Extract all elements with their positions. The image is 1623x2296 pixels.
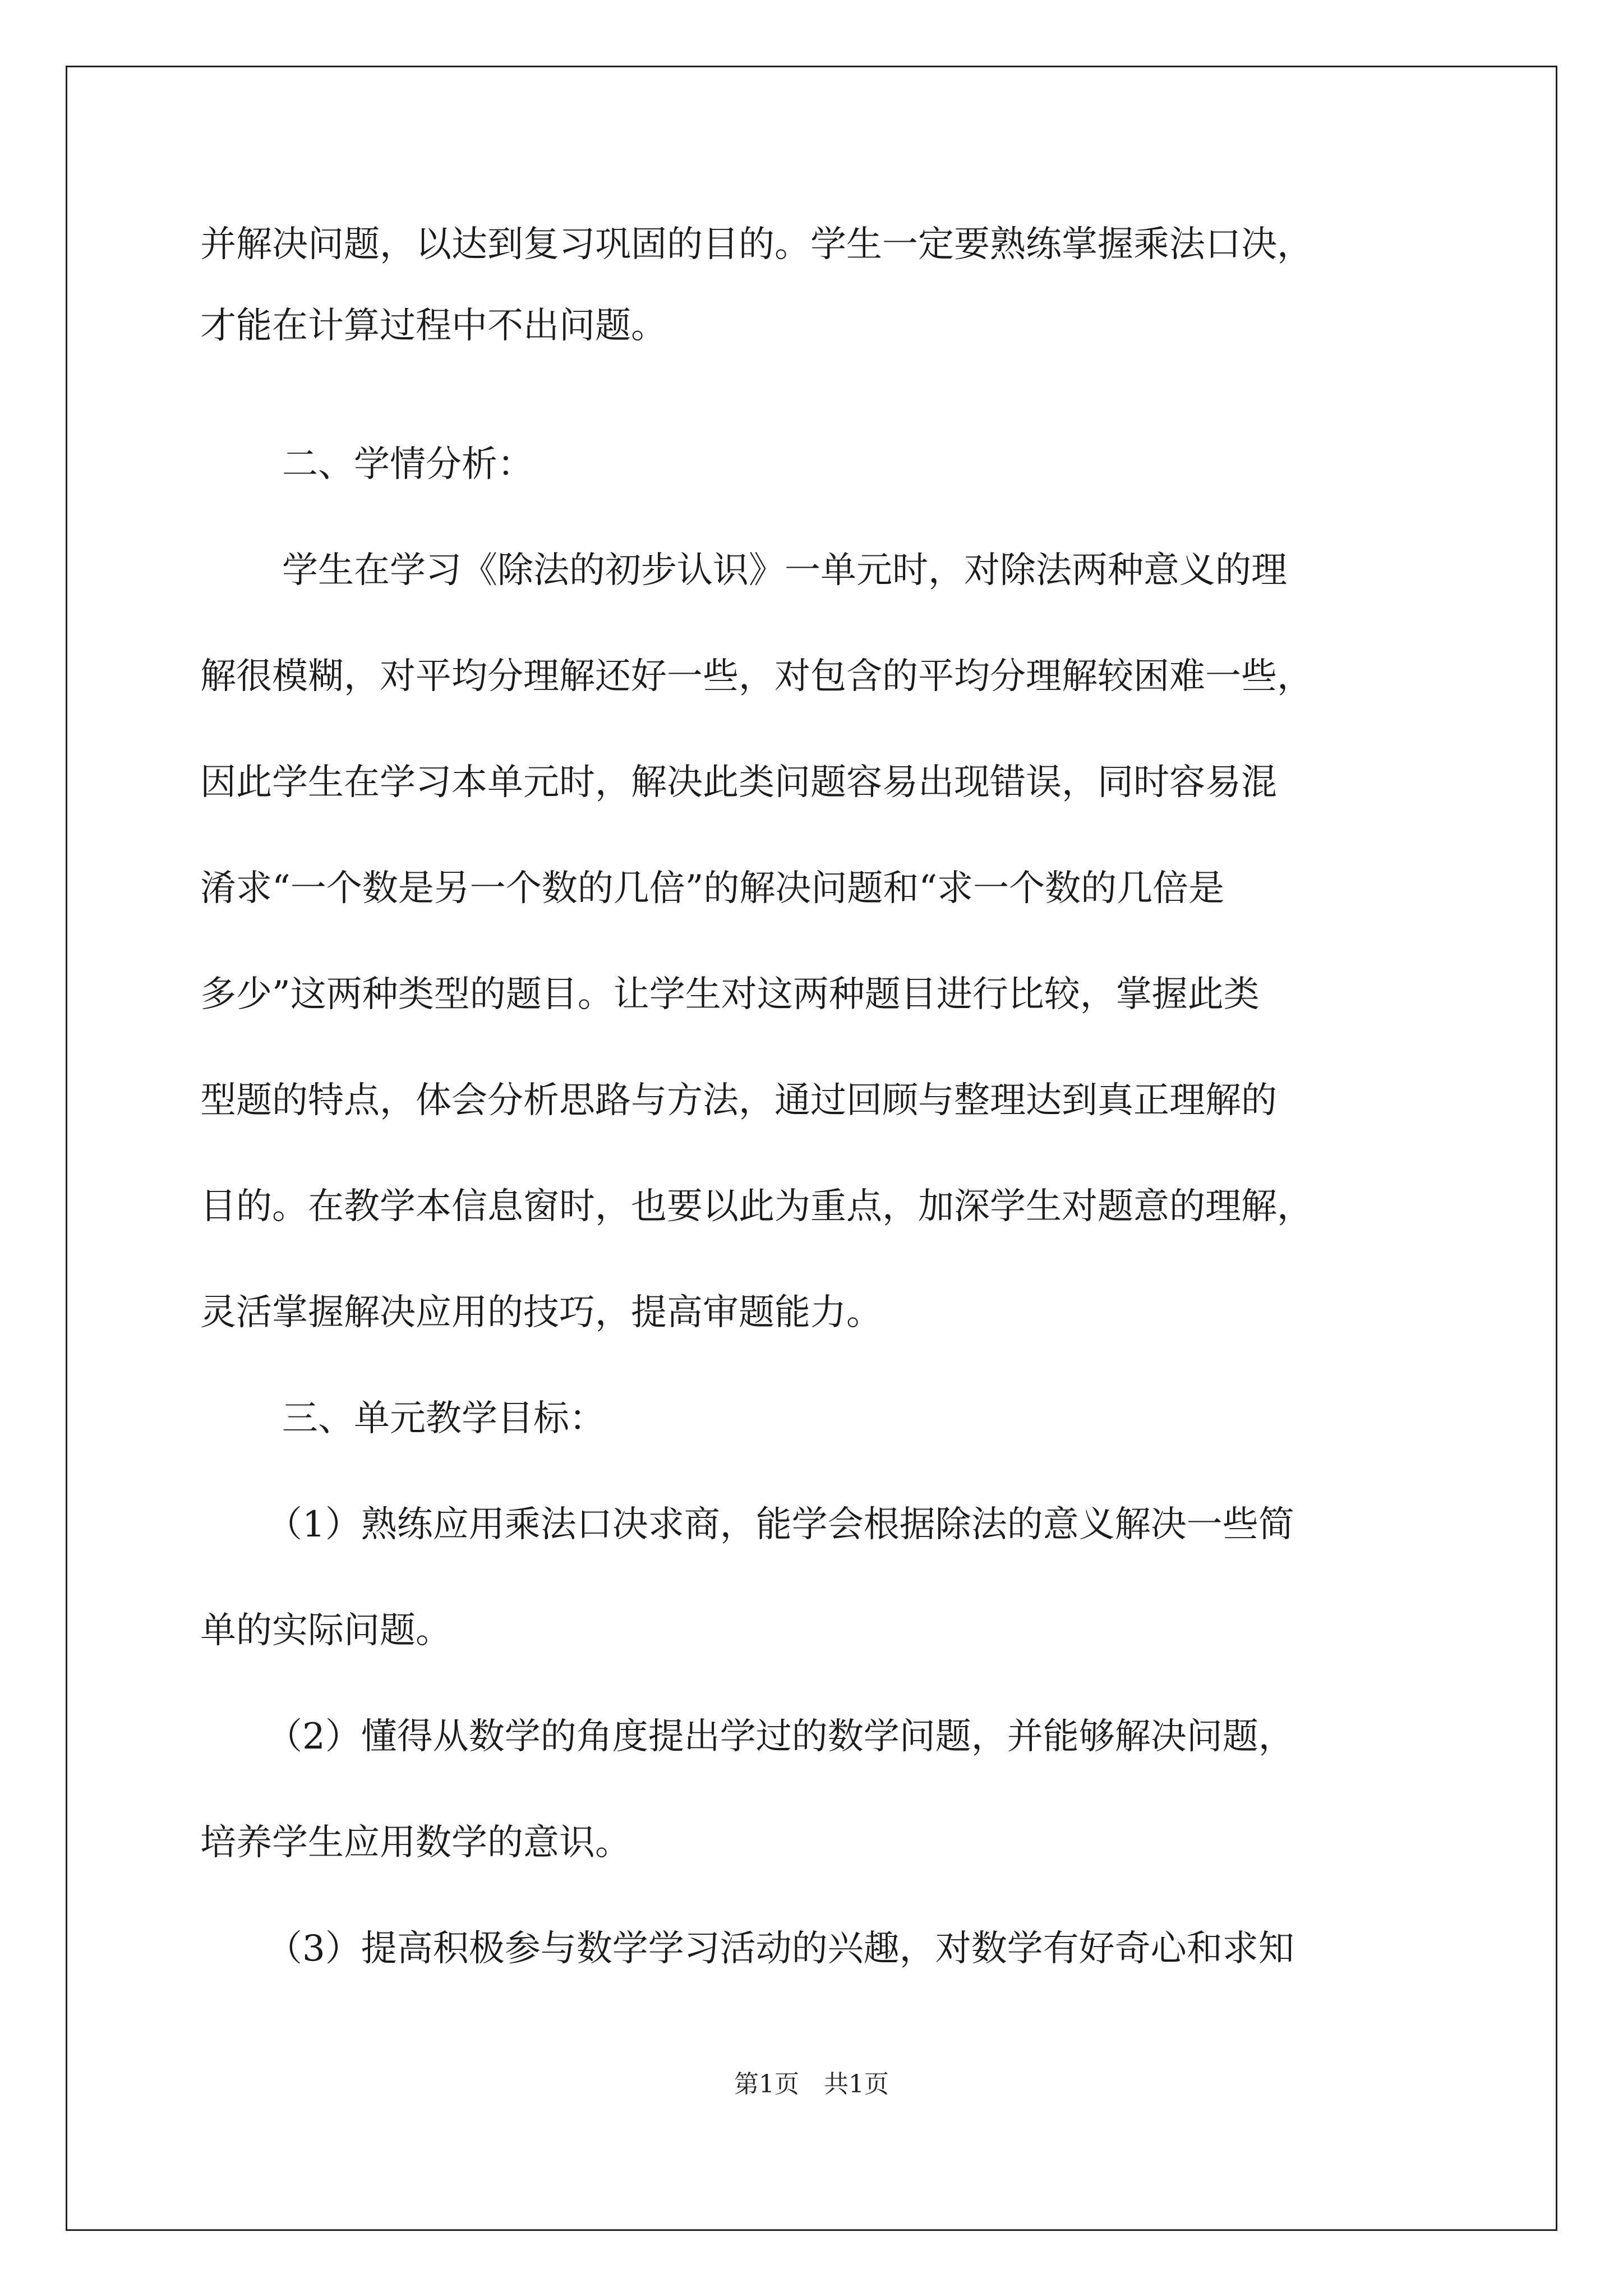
text-line: 型题的特点，体会分析思路与方法，通过回顾与整理达到真正理解的	[200, 1080, 1277, 1121]
text-line: 解很模糊，对平均分理解还好一些，对包含的平均分理解较困难一些，	[200, 656, 1313, 697]
list-item: （2）懂得从数学的角度提出学过的数学问题，并能够解决问题，	[266, 1716, 1294, 1757]
text-line: 并解决问题，以达到复习巩固的目的。学生一定要熟练掌握乘法口决，	[200, 224, 1313, 265]
text-line: 目的。在教学本信息窗时，也要以此为重点，加深学生对题意的理解，	[200, 1186, 1313, 1227]
page-number-footer: 第1页 共1页	[734, 2070, 889, 2099]
section-heading: 三、单元教学目标：	[282, 1398, 605, 1439]
section-heading: 二、学情分析：	[282, 444, 533, 485]
text-line: 单的实际问题。	[200, 1610, 451, 1651]
text-line: 多少”这两种类型的题目。让学生对这两种题目进行比较，掌握此类	[200, 974, 1260, 1015]
text-line: 才能在计算过程中不出问题。	[200, 305, 667, 347]
page-border	[66, 66, 1557, 2231]
text-line: 培养学生应用数学的意识。	[200, 1822, 631, 1864]
list-item: （1）熟练应用乘法口决求商，能学会根据除法的意义解决一些简	[266, 1504, 1294, 1545]
list-item: （3）提高积极参与数学学习活动的兴趣，对数学有好奇心和求知	[266, 1928, 1294, 1970]
text-line: 学生在学习《除法的初步认识》一单元时，对除法两种意义的理	[282, 550, 1287, 591]
text-line: 灵活掌握解决应用的技巧，提高审题能力。	[200, 1292, 882, 1333]
text-line: 因此学生在学习本单元时，解决此类问题容易出现错误，同时容易混	[200, 762, 1277, 803]
text-line: 淆求“一个数是另一个数的几倍”的解决问题和“求一个数的几倍是	[200, 868, 1225, 909]
